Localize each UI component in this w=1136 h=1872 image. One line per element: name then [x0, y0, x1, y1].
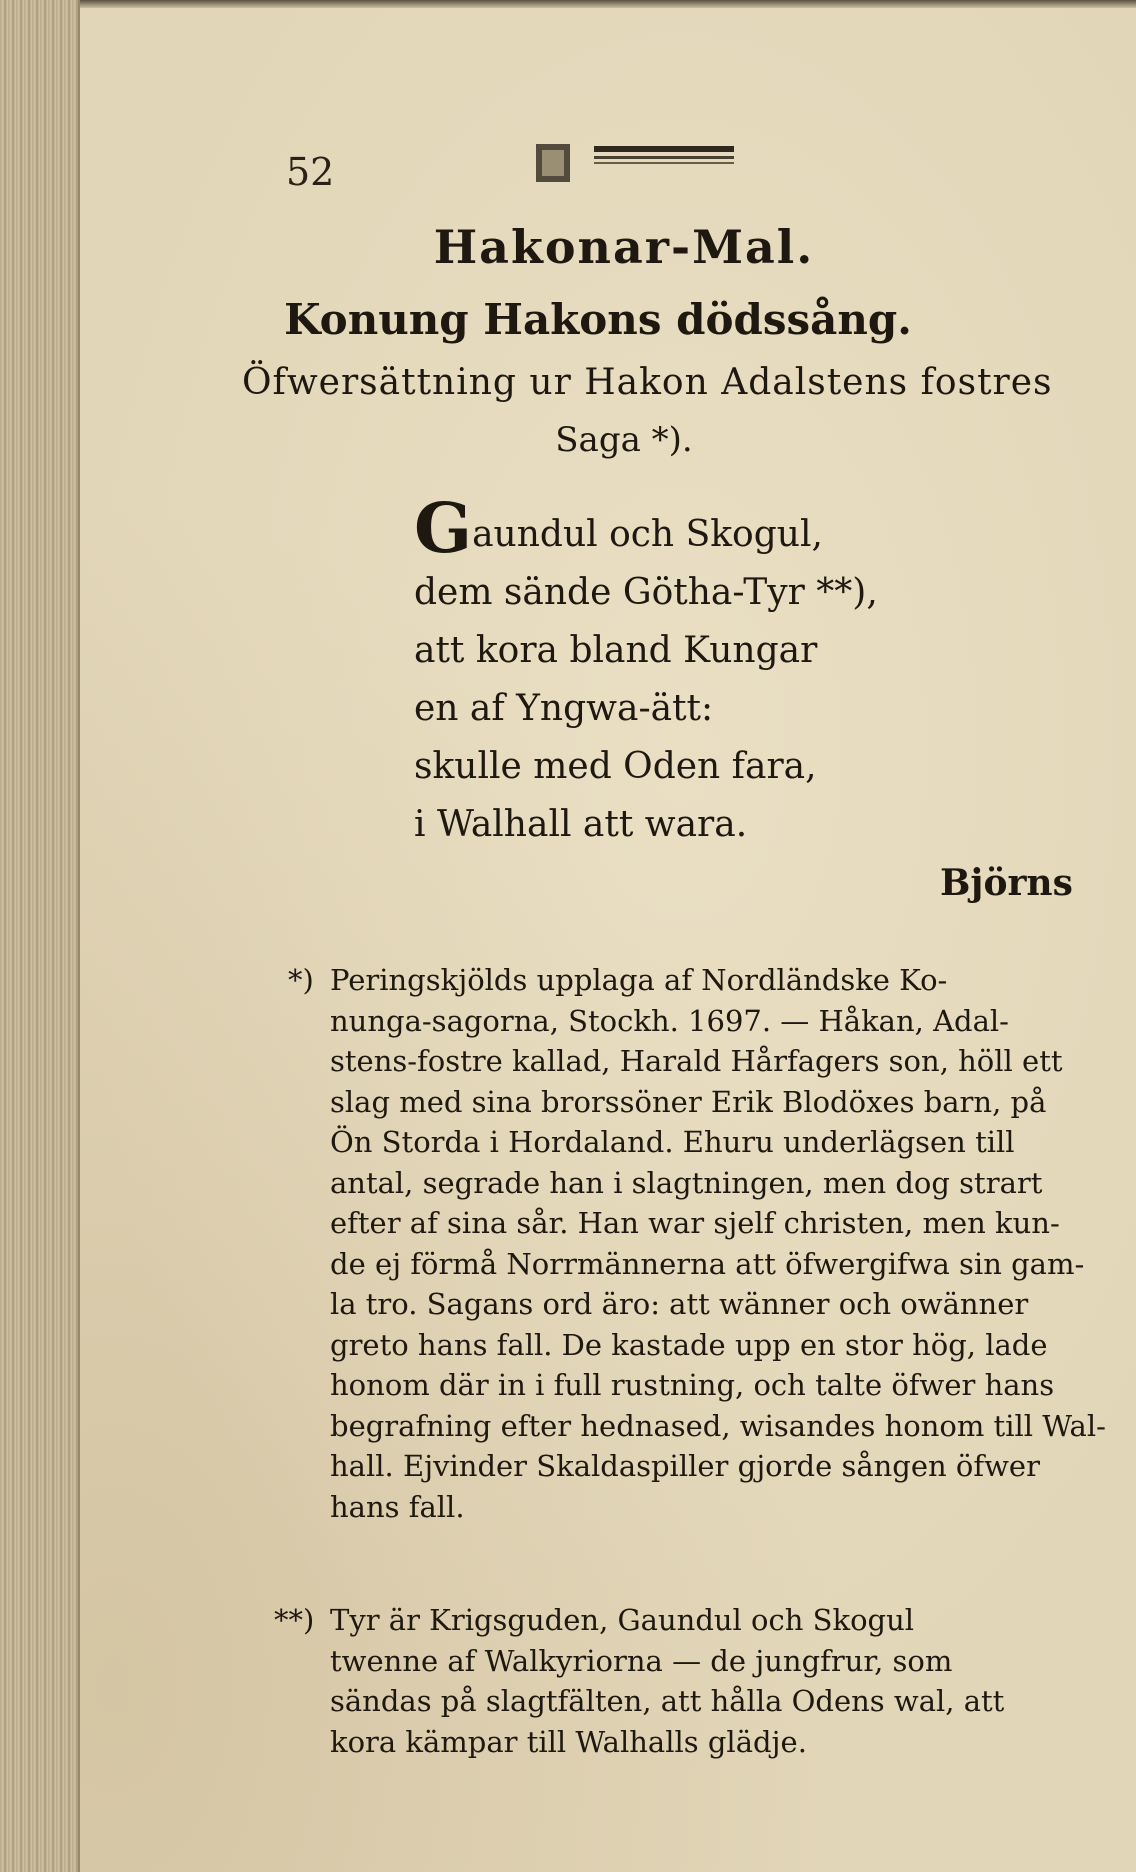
footnote-line: Tyr är Krigsguden, Gaundul och Skogul [330, 1603, 915, 1637]
verse-line: en af Yngwa-ätt: [414, 688, 714, 729]
ornament-rule-icon [536, 140, 736, 188]
verse-line: dem sände Götha-Tyr **), [414, 572, 878, 613]
verse-line [414, 489, 974, 569]
footnote-line: greto hans fall. De kastade upp en stor hög, lade [330, 1327, 1048, 1362]
page-number: 52 [286, 150, 335, 194]
footnote-line: antal, segrade han i slagtningen, men dog strart [330, 1165, 1043, 1200]
footnote-line: kora kämpar till Walhalls glädje. [330, 1724, 807, 1759]
footnote-line: la tro. Sagans ord äro: att wänner och owänner [330, 1287, 1029, 1321]
footnote-marker: *) [288, 963, 314, 997]
translation-note-line-2: Saga *). [555, 420, 693, 460]
footnote-line: stens-fostre kallad, Harald Hårfagers son, höll ett [330, 1044, 1063, 1078]
footnote-line: nunga-sagorna, Stockh. 1697. — Håkan, Adal- [330, 1003, 1009, 1038]
footnote-line: hans fall. [330, 1489, 465, 1524]
verse-line-text: aundul och Skogul, [472, 514, 823, 555]
poem-subtitle: Konung Hakons dödssång. [284, 295, 912, 344]
footnote-marker: **) [274, 1603, 315, 1637]
catchword: Björns [940, 862, 1073, 904]
footnote-1 [288, 960, 1120, 1527]
page-top-shadow [0, 0, 1136, 8]
footnote-line: slag med sina brorssöner Erik Blodöxes barn, på [330, 1084, 1047, 1119]
verse-line: skulle med Oden fara, [414, 746, 817, 787]
verse-line: i Walhall att wara. [414, 804, 748, 845]
footnote-line: hall. Ejvinder Skaldaspiller gjorde sången öfwer [330, 1449, 1040, 1483]
footnote-line: Ön Storda i Hordaland. Ehuru underlägsen till [330, 1125, 1015, 1159]
poem-title: Hakonar-Mal. [433, 220, 815, 274]
footnote-line: begrafning efter hednased, wisandes honom till Wal- [330, 1408, 1106, 1443]
footnote-line: de ej förmå Norrmännerna att öfwergifwa sin gam- [330, 1246, 1085, 1281]
footnote-line: honom där in i full rustning, och talte öfwer hans [330, 1368, 1055, 1402]
footnote-line: Peringskjölds upplaga af Nordländske Ko- [330, 963, 948, 997]
footnote-line: twenne af Walkyriorna — de jungfrur, som [330, 1643, 953, 1678]
drop-cap: G [414, 489, 473, 569]
translation-note-line: Öfwersättning ur Hakon Adalstens fostres [242, 362, 1053, 403]
footnote-line: sändas på slagtfälten, att hålla Odens wal, att [330, 1684, 1005, 1718]
footnote-line: efter af sina sår. Han war sjelf christen, men kun- [330, 1206, 1060, 1240]
page-edge-stack [0, 0, 80, 1872]
verse-stanza [414, 489, 974, 854]
verse-line: att kora bland Kungar [414, 630, 818, 671]
footnote-2 [274, 1600, 1120, 1762]
